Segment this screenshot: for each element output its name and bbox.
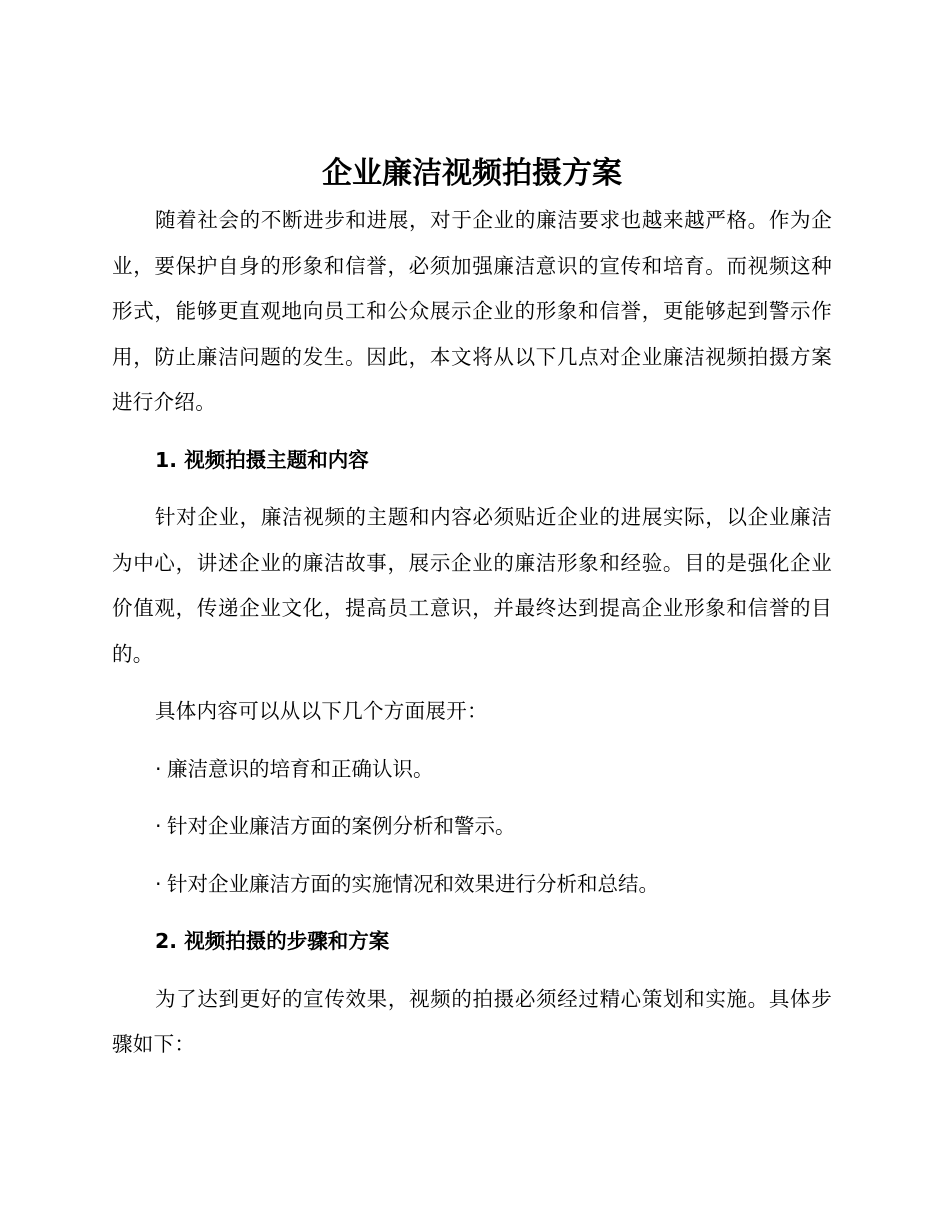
bullet-text: 针对企业廉洁方面的实施情况和效果进行分析和总结。 xyxy=(167,871,659,896)
bullet-dot: · xyxy=(155,871,162,896)
list-intro: 具体内容可以从以下几个方面展开： xyxy=(155,699,488,723)
bullet-text: 廉洁意识的培育和正确认识。 xyxy=(167,756,434,781)
bullet-dot: · xyxy=(155,814,162,838)
section-2-heading: 2. 视频拍摄的步骤和方案 xyxy=(155,929,390,953)
document-title: 企业廉洁视频拍摄方案 xyxy=(322,156,622,191)
section-1-paragraph: 针对企业，廉洁视频的主题和内容必须贴近企业的进展实际，以企业廉洁为中心，讲述企业的廉洁故事，展示企业的廉洁形象和经验。目的是强化企业价值观，传递企业文化，提高员工意识，并最终达到提高企业形象和信誉的目的。 xyxy=(112,505,832,666)
bullet-item xyxy=(112,747,832,793)
document-page xyxy=(112,150,832,1068)
intro-paragraph: 随着社会的不断进步和进展，对于企业的廉洁要求也越来越严格。作为企业，要保护自身的形象和信誉，必须加强廉洁意识的宣传和培育。而视频这种形式，能够更直观地向员工和公众展示企业的形象和信誉，更能够起到警示作用，防止廉洁问题的发生。因此，本文将从以下几点对企业廉洁视频拍摄方案进行介绍。 xyxy=(112,208,832,414)
section-2-paragraph: 为了达到更好的宣传效果，视频的拍摄必须经过精心策划和实施。具体步骤如下： xyxy=(112,986,832,1056)
bullet-text: 针对企业廉洁方面的案例分析和警示。 xyxy=(167,814,516,838)
bullet-item xyxy=(112,804,832,850)
section-1-heading: 1. 视频拍摄主题和内容 xyxy=(155,447,369,472)
bullet-item xyxy=(112,862,832,908)
bullet-dot: · xyxy=(155,756,162,781)
